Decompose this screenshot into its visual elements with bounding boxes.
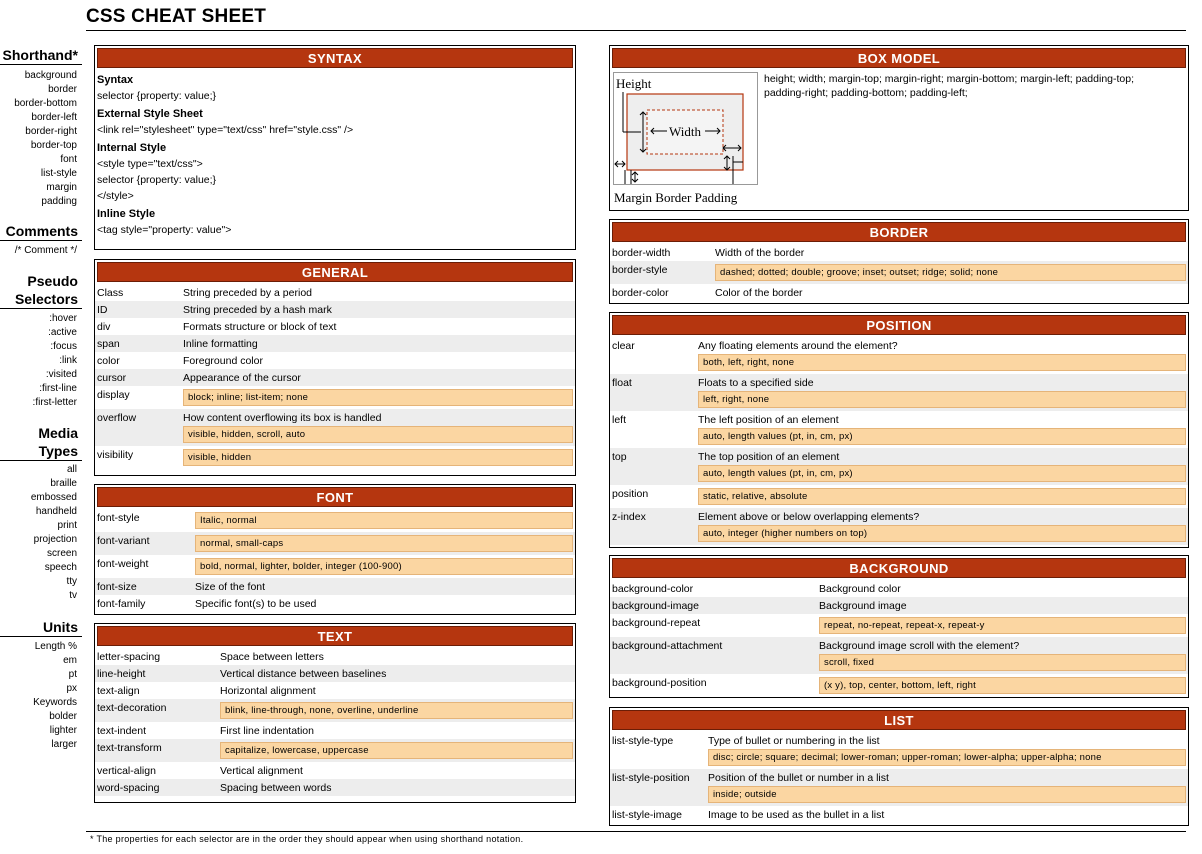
sidebar-list-item: speech [44,562,77,573]
sidebar-list-item: print [57,520,77,531]
sidebar-list-item: list-style [40,168,77,179]
property-row [95,446,575,469]
property-row [95,532,575,555]
property-row [95,682,575,699]
property-row [95,665,575,682]
property-values-code: visible, hidden, scroll, auto [183,426,573,443]
property-value [181,386,575,409]
sidebar-list-item: border-bottom [14,98,77,109]
property-row [610,614,1188,637]
property-description: Floats to a specified side [698,377,814,389]
text-rows [95,648,575,796]
property-row [610,485,1188,508]
units-list [0,640,82,752]
property-value [706,806,1188,823]
property-row [610,244,1188,261]
sidebar-list-item: tv [69,590,77,601]
property-value [181,301,575,318]
property-values-code: auto, integer (higher numbers on top) [698,525,1186,542]
title-rule [86,30,1186,31]
background-rows [610,580,1188,697]
media-heading-1: Media [38,425,78,441]
sidebar-list-item: screen [46,548,77,559]
property-value [218,699,575,722]
footnote-rule [86,831,1186,832]
property-name: text-decoration [97,702,167,714]
property-description: Background color [819,583,901,595]
property-description: String preceded by a period [183,287,312,299]
sidebar-list-item: /* Comment */ [14,245,77,256]
height-label: Height [616,76,652,91]
property-row [610,769,1188,806]
sidebar-list-item: margin [46,182,77,193]
general-header: GENERAL [97,262,573,282]
property-description: Type of bullet or numbering in the list [708,735,880,747]
property-value [218,682,575,699]
property-row [95,386,575,409]
property-name: background-image [612,600,699,612]
sidebar-list-item: bolder [49,711,77,722]
property-row [610,732,1188,769]
pseudo-heading-1: Pseudo [27,273,78,289]
property-description: Width of the border [715,247,805,259]
property-name: word-spacing [97,782,160,794]
property-name: vertical-align [97,765,156,777]
external-heading: External Style Sheet [97,108,203,120]
property-values-code: normal, small-caps [195,535,573,552]
property-description: Specific font(s) to be used [195,598,317,610]
property-value [218,665,575,682]
property-description: First line indentation [220,725,314,737]
property-description: Foreground color [183,355,263,367]
internal-heading: Internal Style [97,142,167,154]
background-panel [609,555,1189,698]
property-name: position [612,488,649,500]
border-panel [609,219,1189,304]
property-description: Horizontal alignment [220,685,316,697]
boxmodel-header: BOX MODEL [612,48,1186,68]
position-panel [609,312,1189,548]
property-description: String preceded by a hash mark [183,304,332,316]
property-value [181,318,575,335]
box-bottom-label: Margin Border Padding [614,190,738,205]
comments-list [0,244,82,258]
property-value [181,284,575,301]
sidebar-list-item: :first-letter [32,397,77,408]
property-values-code: dashed; dotted; double; groove; inset; outset; ridge; solid; none [715,264,1186,281]
property-name: color [97,355,120,367]
sidebar-list-item: pt [68,669,77,680]
sidebar-list-item: projection [33,534,77,545]
sidebar-media [0,424,82,603]
inline-heading: Inline Style [97,208,156,220]
property-values-code: bold, normal, lighter, bolder, integer (100-900) [195,558,573,575]
pseudo-heading-2: Selectors [0,290,82,309]
footnote: * The properties for each selector are in the order they should appear when using shorthand notation. [90,834,524,844]
sidebar-shorthand [0,46,82,209]
property-values-code: capitalize, lowercase, uppercase [220,742,573,759]
sidebar-list-item: :link [59,355,77,366]
boxmodel-description: height; width; margin-top; margin-right; margin-bottom; margin-left; padding-top; padding-right; padding-bottom; padding-left; [764,73,1135,99]
units-heading: Units [0,618,82,637]
property-name: list-style-position [612,772,690,784]
property-name: font-size [97,581,137,593]
border-rows [610,244,1188,301]
property-row [95,318,575,335]
property-row [610,580,1188,597]
property-row [95,595,575,612]
property-value [193,509,575,532]
property-row [610,637,1188,674]
property-value [218,648,575,665]
text-panel [94,623,576,803]
property-row [95,284,575,301]
sidebar-units [0,618,82,752]
sidebar-list-item: border-left [31,112,77,123]
property-values-code: auto, length values (pt, in, cm, px) [698,428,1186,445]
property-name: cursor [97,372,127,384]
sidebar-list-item: braille [50,478,77,489]
sidebar-list-item: border-top [30,140,77,151]
list-panel [609,707,1189,826]
box-model-diagram [613,72,761,206]
property-value [713,261,1188,284]
property-row [610,261,1188,284]
property-name: Class [97,287,124,299]
property-row [95,301,575,318]
syntax-header: SYNTAX [97,48,573,68]
sidebar-list-item: background [24,70,77,81]
property-values-code: repeat, no-repeat, repeat-x, repeat-y [819,617,1186,634]
property-description: Image to be used as the bullet in a list [708,809,885,821]
property-value [218,762,575,779]
property-row [95,335,575,352]
property-row [610,411,1188,448]
property-description: Background image [819,600,907,612]
property-description: How content overflowing its box is handled [183,412,382,424]
property-name: left [612,414,627,426]
property-name: clear [612,340,635,352]
property-name: background-repeat [612,617,701,629]
property-row [95,369,575,386]
boxmodel-panel [609,45,1189,211]
border-header: BORDER [612,222,1186,242]
property-row [610,284,1188,301]
property-name: display [97,389,130,401]
property-description: Element above or below overlapping elements? [698,511,920,523]
sidebar-comments [0,222,82,258]
property-name: list-style-image [612,809,683,821]
property-values-code: blink, line-through, none, overline, underline [220,702,573,719]
sidebar-list-item: embossed [30,492,77,503]
sidebar-list-item: padding [41,196,77,207]
list-rows [610,732,1188,823]
property-row [95,509,575,532]
property-name: text-indent [97,725,147,737]
property-values-code: visible, hidden [183,449,573,466]
property-value [193,532,575,555]
property-name: font-variant [97,535,150,547]
sidebar-list-item: tty [66,576,77,587]
property-name: background-position [612,677,707,689]
property-row [95,722,575,739]
sidebar-list-item: Keywords [33,697,77,708]
width-label: Width [669,124,701,139]
property-value [817,580,1188,597]
sidebar-list-item: handheld [35,506,77,517]
general-panel [94,259,576,476]
page-title: CSS CHEAT SHEET [86,6,267,27]
property-name: text-align [97,685,140,697]
property-value [181,369,575,386]
property-row [95,578,575,595]
property-name: span [97,338,120,350]
sidebar-list-item: all [66,464,77,475]
media-heading-2: Types [0,442,82,461]
property-description: Appearance of the cursor [183,372,301,384]
property-value [193,555,575,578]
property-name: background-attachment [612,640,723,652]
sidebar-list-item: font [60,154,77,165]
property-value [181,409,575,446]
property-values-code: scroll, fixed [819,654,1186,671]
property-description: Formats structure or block of text [183,321,337,333]
syntax-heading: Syntax [97,74,134,86]
property-description: Background image scroll with the element? [819,640,1020,652]
property-name: font-family [97,598,146,610]
property-value [706,769,1188,806]
font-panel [94,484,576,615]
property-name: border-style [612,264,668,276]
sidebar-list-item: :focus [50,341,77,352]
shorthand-heading: Shorthand* [0,46,82,65]
pseudo-list [0,312,82,410]
property-name: letter-spacing [97,651,161,663]
property-row [95,739,575,762]
property-row [610,337,1188,374]
property-values-code: disc; circle; square; decimal; lower-roman; upper-roman; lower-alpha; upper-alpha; none [708,749,1186,766]
property-description: Vertical distance between baselines [220,668,387,680]
property-value [193,595,575,612]
property-name: border-color [612,287,669,299]
property-value [218,779,575,796]
property-name: text-transform [97,742,162,754]
property-value [696,337,1188,374]
property-value [817,674,1188,697]
sidebar-list-item: :first-line [39,383,77,394]
internal-line-3: </style> [97,190,134,202]
property-name: visibility [97,449,134,461]
property-row [95,555,575,578]
property-value [817,597,1188,614]
comments-heading: Comments [0,222,82,241]
font-rows [95,509,575,612]
text-header: TEXT [97,626,573,646]
property-value [817,614,1188,637]
property-description: Color of the border [715,287,803,299]
font-header: FONT [97,487,573,507]
property-name: font-weight [97,558,149,570]
property-name: top [612,451,627,463]
syntax-panel [94,45,576,250]
sidebar-list-item: px [66,683,77,694]
sidebar-pseudo [0,272,82,410]
property-name: float [612,377,632,389]
position-header: POSITION [612,315,1186,335]
property-row [95,352,575,369]
property-value [696,508,1188,545]
property-description: The top position of an element [698,451,840,463]
property-value [696,485,1188,508]
property-name: overflow [97,412,137,424]
property-value [817,637,1188,674]
property-description: Inline formatting [183,338,258,350]
property-value [193,578,575,595]
property-description: Spacing between words [220,782,332,794]
property-row [95,779,575,796]
internal-line-2: selector {property: value;} [97,174,217,186]
syntax-line: selector {property: value;} [97,90,217,102]
property-values-code: auto, length values (pt, in, cm, px) [698,465,1186,482]
property-values-code: inside; outside [708,786,1186,803]
property-row [95,648,575,665]
position-rows [610,337,1188,545]
property-value [218,722,575,739]
property-row [610,597,1188,614]
property-row [610,374,1188,411]
property-values-code: static, relative, absolute [698,488,1186,505]
property-value [696,411,1188,448]
property-row [610,806,1188,823]
property-name: z-index [612,511,646,523]
property-value [713,244,1188,261]
property-value [218,739,575,762]
sidebar-list-item: :active [48,327,77,338]
internal-line-1: <style type="text/css"> [97,158,203,170]
sidebar-list-item: border [48,84,77,95]
property-name: list-style-type [612,735,674,747]
property-name: border-width [612,247,671,259]
property-row [95,762,575,779]
property-name: background-color [612,583,694,595]
property-description: Size of the font [195,581,266,593]
sidebar-list-item: em [63,655,77,666]
property-name: line-height [97,668,146,680]
sidebar-list-item: larger [51,739,77,750]
property-description: Position of the bullet or number in a list [708,772,889,784]
property-row [610,508,1188,545]
property-values-code: both, left, right, none [698,354,1186,371]
media-list [0,463,82,603]
property-value [181,352,575,369]
property-description: The left position of an element [698,414,839,426]
property-row [95,699,575,722]
background-header: BACKGROUND [612,558,1186,578]
property-values-code: Italic, normal [195,512,573,529]
external-line: <link rel="stylesheet" type="text/css" href="style.css" /> [97,124,354,136]
sidebar-list-item: :visited [45,369,77,380]
property-value [181,335,575,352]
property-description: Vertical alignment [220,765,303,777]
property-values-code: block; inline; list-item; none [183,389,573,406]
property-description: Any floating elements around the element? [698,340,898,352]
general-rows [95,284,575,469]
property-row [610,448,1188,485]
shorthand-list [0,69,82,209]
property-name: font-style [97,512,140,524]
sidebar-list-item: :hover [49,313,77,324]
property-values-code: (x y), top, center, bottom, left, right [819,677,1186,694]
sidebar-list-item: border-right [25,126,77,137]
property-value [181,446,575,469]
sidebar-list-item: Length % [34,641,77,652]
property-value [696,374,1188,411]
property-value [706,732,1188,769]
property-values-code: left, right, none [698,391,1186,408]
property-row [95,409,575,446]
property-value [713,284,1188,301]
property-name: ID [97,304,108,316]
property-name: div [97,321,111,333]
property-description: Space between letters [220,651,324,663]
sidebar-list-item: lighter [49,725,77,736]
list-header: LIST [612,710,1186,730]
inline-line: <tag style="property: value"> [97,224,232,236]
property-row [610,674,1188,697]
property-value [696,448,1188,485]
